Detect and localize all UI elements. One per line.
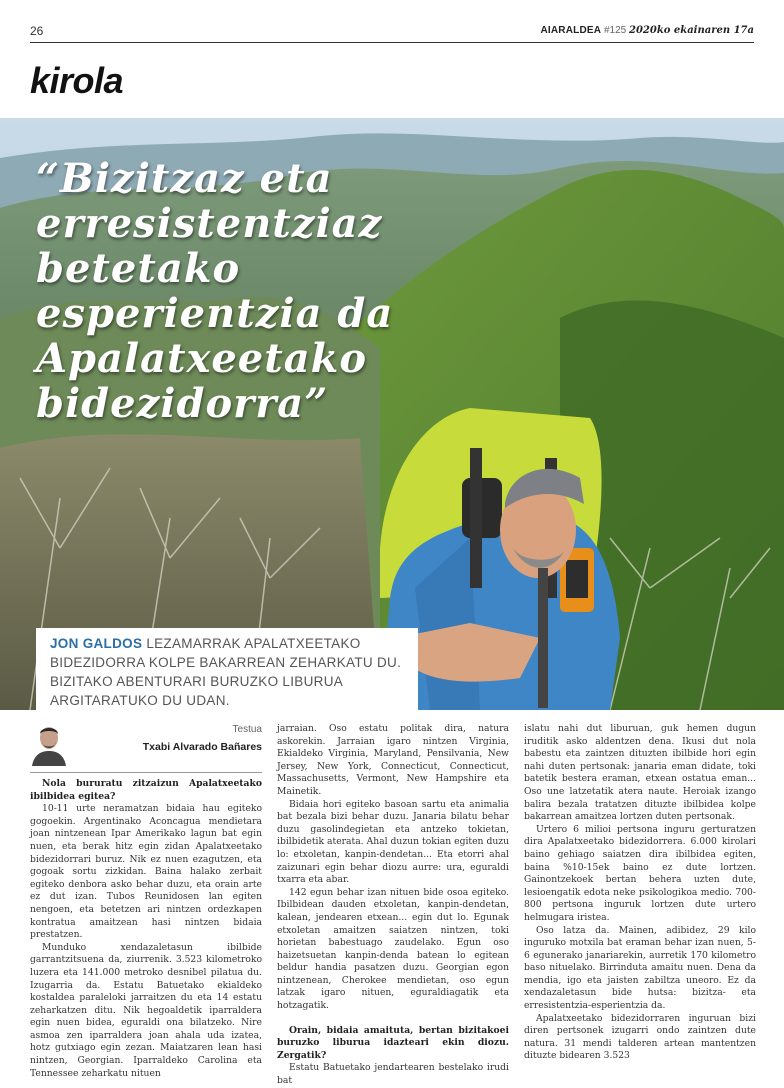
question: Orain, bidaia amaituta, bertan bizitakoei buruzko liburua idazteari ekin diozu. Zergatik? — [277, 1024, 509, 1061]
article-column-3 — [524, 723, 756, 1063]
article-column-2 — [277, 723, 509, 1088]
question: Nola bururatu zitzaizun Apalatxeetako ibilbidea egitea? — [30, 778, 262, 802]
issue-number: #125 — [603, 25, 627, 36]
masthead — [540, 25, 754, 36]
credit-author: Txabi Alvarado Bañares — [142, 741, 262, 753]
author-avatar — [30, 722, 68, 766]
headline: “Bizitzaz eta erresistentziaz betetako esperientzia da Apalatxeetako bidezidorra” — [36, 155, 394, 427]
intro-box — [36, 628, 418, 718]
credit-label: Testua — [232, 724, 262, 735]
author-credit — [30, 722, 262, 773]
paragraph: Bidaia hori egiteko basoan sartu eta animalia bat bezala bizi behar duzu. Janaria bilatu behar duzu gasolindegietan eta antzeko tokietan, ibilbidetik aterata. Ahal duzun tokian egiten duzu lo: etxoletan, kanpin-dendetan... Eta etorri ahal zaizunari egin behar diozu aurre: ura, eguraldi txarra eta abar. — [277, 798, 509, 886]
intro-name: JON GALDOS — [50, 636, 143, 651]
paragraph: 142 egun behar izan nituen bide osoa egiteko. Ibilbidean dauden etxoletan, kanpin-dendetan, kalean, jendearen etxean... egin dut lo. Egunak etxoletan amaitzen saiatzen nintzen, toki horietan babestuago zaudelako. Egun oso haizetsuetan kanpin-denda batean lo egitean beldur handia pasatzen duzu. Georgian egon nintzenean, Cherokee mendietan, oso egun latzak igaro nituen, eguraldiagatik eta hotzagatik. — [277, 886, 509, 1012]
paragraph: jarraian. Oso estatu politak dira, natura askorekin. Jarraian igaro nintzen Virginia, Ekialdeko Virginia, Maryland, Pensilvania, New Jersey, New York, Connecticut, Connecticut, Massachusetts, Vermont, New Hampshire eta Mainetik. — [277, 723, 509, 797]
paragraph: Urtero 6 milioi pertsona inguru gerturatzen dira Apalatxeetako bidezidorrera. 6.000 kirolari baino gehiago saiatzen dira ibilbidea egiten, baina %10-15ek baino ez dute lortzen. Gainontzekoek bertan behera uzten dute, lesioengatik edota neke psikologikoa medio. 700-800 pertsona inguruk lortzen dute urtero helmugara iristea. — [524, 823, 756, 923]
article-column-1 — [30, 778, 262, 1080]
page-header — [30, 22, 754, 43]
issue-date: 2020ko ekainaren 17a — [628, 25, 754, 36]
paragraph: Oso latza da. Mainen, adibidez, 29 kilo inguruko motxila bat eraman behar izan nuen, 5-6 egunerako janariarekin, aurretik 170 kilometro baso nituelako. Birrinduta amaitu nuen. Dena da mendia, igo eta jaisten zabiltza uneoro. Ez da xendazaletasun bide hutsa: bizitza- eta erresistentzia-esperientzia da. — [524, 924, 756, 1012]
section-title: kirola — [30, 60, 124, 101]
paragraph: Estatu Batuetako jendartearen bestelako irudi bat — [277, 1062, 509, 1087]
paragraph: Munduko xendazaletasun ibilbide garrantzitsuena da, ziurrenik. 3.523 kilometroko luzera eta 141.000 metroko desnibel pilatua du. Izugarria da. Estatu Batuetako ekialdeko kostaldea paraleloki jarraitzen du eta 14 estatu zeharkatzen ditu. Nik hegoaldetik iparraldera egin nuen bidea, eguraldi ona bilatzeko. Nire asmoa zen iparraldera joan ahala uda izatea, hotz gutxiago egin zezan. Maiatzaren lean hasi nintzen, Georgian. Iparraldeko Carolina eta Tennessee zeharkatu nituen — [30, 941, 262, 1079]
paragraph: islatu nahi dut liburuan, guk hemen dugun iruditik asko aldentzen dena. Ikusi dut nola babestu eta zaintzen dituzten ibilbide hori egin nahi duten pertsonak: janaria eman didate, toki batetik bestera eraman, etxean ostatua eman... Oso une latzetatik atera naute. Heroiak izango balira bezala tratatzen dituzte ibilbidea kolpe bakarrean amaitzea lortzen duten pertsonak. — [524, 723, 756, 823]
page-number: 26 — [30, 24, 44, 38]
publication-name: AIARALDEA — [540, 25, 602, 36]
paragraph: 10-11 urte neramatzan bidaia hau egiteko gogoekin. Argentinako Aconcagua mendietara joan nintzenean Ipar Amerikako lagun bat egin nuen, eta berak hitz egin zidan Apalatxeetako bidezidorrari buruz. Nik ez nuen ezagutzen, eta gogoak sortu zizkidan. Baina halako zerbait egiteko denbora asko behar duzu, eta orain arte ez dut izan. Tubos Reunidosen lan egiten nengoen, eta betetzen ari nintzen ordezkapen kontratua amaitzean hasi nintzen bidaia prestatzen. — [30, 803, 262, 941]
intro-text: LEZAMARRAK APALATXEETAKO BIDEZIDORRA KOLPE BAKARREAN ZEHARKATU DU. BIZITAKO ABENTURARI BURUZKO LIBURUA ARGITARATUKO DU UDAN. — [50, 636, 402, 708]
paragraph: Apalatxeetako bidezidorraren inguruan bizi diren pertsonek izugarri ondo zaintzen dute natura. 31 mendi talderen artean mantentzen dituzte bidearen 3.523 — [524, 1012, 756, 1062]
